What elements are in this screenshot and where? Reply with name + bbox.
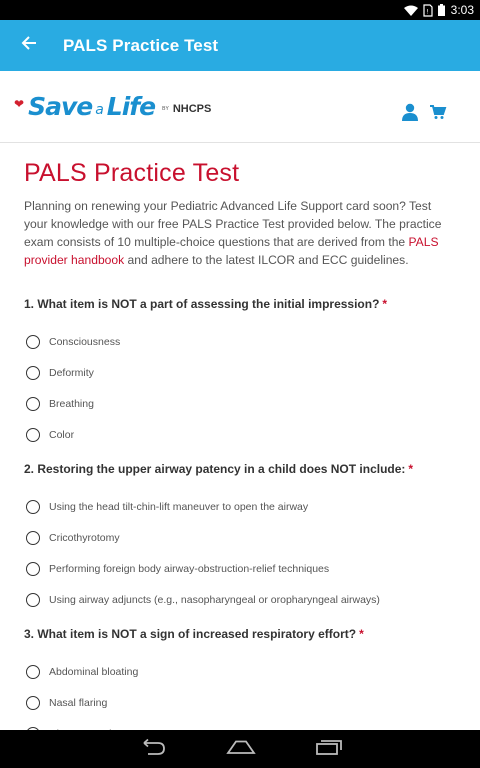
question-text	[24, 297, 456, 311]
page-title: PALS Practice Test	[24, 159, 240, 187]
site-logo[interactable]	[14, 92, 211, 121]
logo-text-life: Life	[106, 92, 156, 121]
account-icon[interactable]	[402, 103, 418, 126]
option-label: Abdominal bloating	[49, 665, 139, 678]
answer-option[interactable]	[24, 491, 456, 522]
logo-text-save: Save	[28, 92, 93, 121]
option-label: Using airway adjuncts (e.g., nasopharyngeal or oropharyngeal airways)	[49, 593, 380, 606]
question-label: 2. Restoring the upper airway patency in a child does NOT include:	[24, 462, 406, 476]
logo-text-by: BY	[162, 106, 169, 112]
radio-button[interactable]	[26, 366, 40, 380]
answer-option[interactable]	[24, 584, 456, 615]
app-toolbar	[0, 20, 480, 71]
system-nav-bar	[0, 730, 480, 768]
logo-text-org: NHCPS	[172, 103, 212, 115]
option-label: Deformity	[49, 366, 94, 379]
option-label: Breathing	[49, 397, 94, 410]
app-title: PALS Practice Test	[63, 35, 219, 55]
option-label: Cricothyrotomy	[49, 531, 120, 544]
question-2	[24, 462, 456, 615]
battery-icon	[438, 4, 445, 16]
clock: 3:03	[450, 3, 474, 17]
cart-icon[interactable]	[430, 104, 446, 125]
required-marker: *	[359, 627, 364, 641]
answer-option[interactable]	[24, 522, 456, 553]
svg-text:!: !	[425, 8, 429, 15]
heart-icon: ❤	[14, 96, 25, 111]
answer-option[interactable]	[24, 419, 456, 450]
answer-option[interactable]	[24, 656, 456, 687]
wifi-icon	[404, 5, 418, 16]
question-label: 1. What item is NOT a part of assessing the initial impression?	[24, 297, 380, 311]
question-1	[24, 297, 456, 450]
radio-button[interactable]	[26, 531, 40, 545]
arrow-back-icon	[21, 35, 37, 56]
question-text	[24, 462, 456, 476]
radio-button[interactable]	[26, 428, 40, 442]
intro-text-before: Planning on renewing your Pediatric Advanced Life Support card soon? Test your knowledge with our free PALS Practice Test provided below. The practice exam consists of 10 multiple-choice questions that are derived from the	[24, 199, 442, 249]
web-content	[0, 71, 480, 730]
answer-option[interactable]	[24, 388, 456, 419]
radio-button[interactable]	[26, 335, 40, 349]
intro-text-after: and adhere to the latest ILCOR and ECC guidelines.	[124, 253, 409, 267]
answer-option[interactable]	[24, 326, 456, 357]
nav-home-icon[interactable]	[226, 740, 256, 759]
radio-button[interactable]	[26, 397, 40, 411]
option-label: Performing foreign body airway-obstruction-relief techniques	[49, 562, 330, 575]
required-marker: *	[382, 297, 388, 311]
option-label: Nasal flaring	[49, 696, 108, 709]
pals-handbook-link[interactable]: PALS provider handbook	[24, 235, 439, 267]
answer-option[interactable]	[24, 357, 456, 388]
answer-option[interactable]	[24, 553, 456, 584]
option-label: Consciousness	[49, 335, 121, 348]
answer-option[interactable]	[24, 687, 456, 718]
option-label: Color	[49, 428, 75, 441]
intro-paragraph	[24, 197, 456, 269]
answer-options	[24, 326, 456, 450]
required-marker: *	[408, 462, 414, 476]
question-text	[24, 627, 456, 641]
radio-button[interactable]	[26, 665, 40, 679]
nav-back-icon[interactable]	[138, 739, 166, 760]
site-header	[0, 71, 480, 143]
answer-options	[24, 491, 456, 615]
question-label: 3. What item is NOT a sign of increased respiratory effort?	[24, 627, 357, 641]
logo-text-a: a	[95, 102, 104, 118]
nav-recents-icon[interactable]	[316, 739, 342, 760]
no-sim-icon	[424, 5, 432, 16]
option-label: Using the head tilt-chin-lift maneuver to open the airway	[49, 500, 309, 513]
radio-button[interactable]	[26, 562, 40, 576]
header-actions	[402, 103, 446, 126]
status-bar	[0, 0, 480, 20]
main-content	[0, 159, 480, 749]
back-button[interactable]	[0, 20, 58, 71]
radio-button[interactable]	[26, 500, 40, 514]
radio-button[interactable]	[26, 593, 40, 607]
radio-button[interactable]	[26, 696, 40, 710]
